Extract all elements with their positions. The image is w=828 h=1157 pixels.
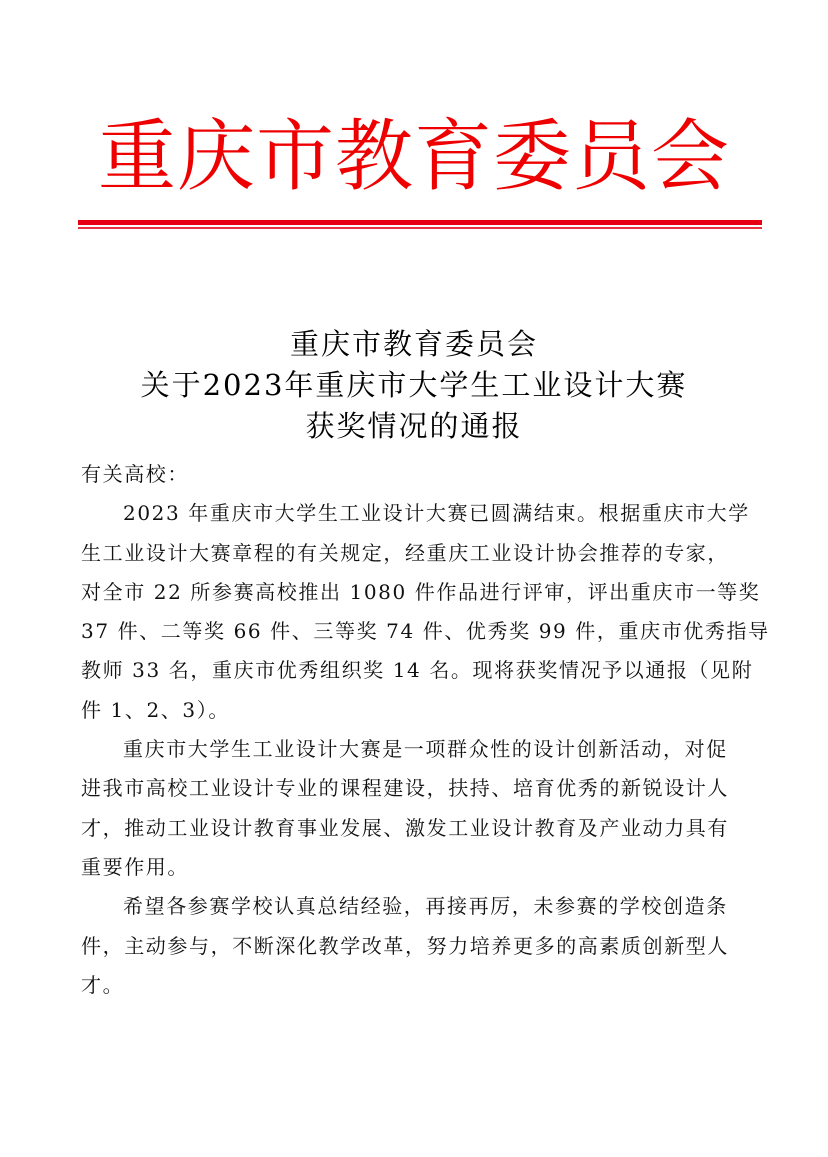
document-body: [81, 455, 771, 1005]
paragraph-line: 才，推动工业设计教育事业发展、激发工业设计教育及产业动力具有: [81, 815, 729, 840]
paragraph-line: 生工业设计大赛章程的有关规定，经重庆工业设计协会推荐的专家，: [81, 540, 729, 565]
paragraph-expectation: [81, 887, 771, 1005]
title-line-subject: 关于2023年重庆市大学生工业设计大赛: [140, 368, 688, 402]
letterhead-rule-thick: [78, 220, 762, 225]
paragraph-line: 件 1、2、3）。: [81, 697, 230, 722]
paragraph-line: 希望各参赛学校认真总结经验，再接再厉，未参赛的学校创造条: [123, 894, 728, 919]
paragraph-line: 重要作用。: [81, 854, 189, 879]
title-line-issuer: 重庆市教育委员会: [289, 327, 538, 361]
paragraph-line: 件，主动参与，不断深化教学改革，努力培养更多的高素质创新型人: [81, 933, 729, 958]
paragraph-line: 对全市 22 所参赛高校推出 1080 件作品进行评审，评出重庆市一等奖: [81, 579, 761, 604]
paragraph-line: 进我市高校工业设计专业的课程建设，扶持、培育优秀的新锐设计人: [81, 776, 729, 801]
salutation: 有关高校：: [81, 462, 189, 486]
letterhead-rule-thin: [78, 227, 762, 229]
paragraph-line: 2023 年重庆市大学生工业设计大赛已圆满结束。根据重庆市大学: [123, 501, 750, 526]
paragraph-significance: [81, 730, 771, 887]
paragraph-line: 才。: [81, 972, 125, 997]
letterhead-issuer: 重庆市教育委员会: [97, 112, 730, 202]
paragraph-line: 教师 33 名，重庆市优秀组织奖 14 名。现将获奖情况予以通报（见附: [81, 658, 754, 683]
paragraph-results: [81, 494, 771, 730]
paragraph-line: 重庆市大学生工业设计大赛是一项群众性的设计创新活动，对促: [123, 737, 728, 762]
paragraph-line: 37 件、二等奖 66 件、三等奖 74 件、优秀奖 99 件，重庆市优秀指导: [81, 619, 770, 644]
title-line-type: 获奖情况的通报: [305, 409, 523, 443]
document-title: [0, 324, 828, 447]
